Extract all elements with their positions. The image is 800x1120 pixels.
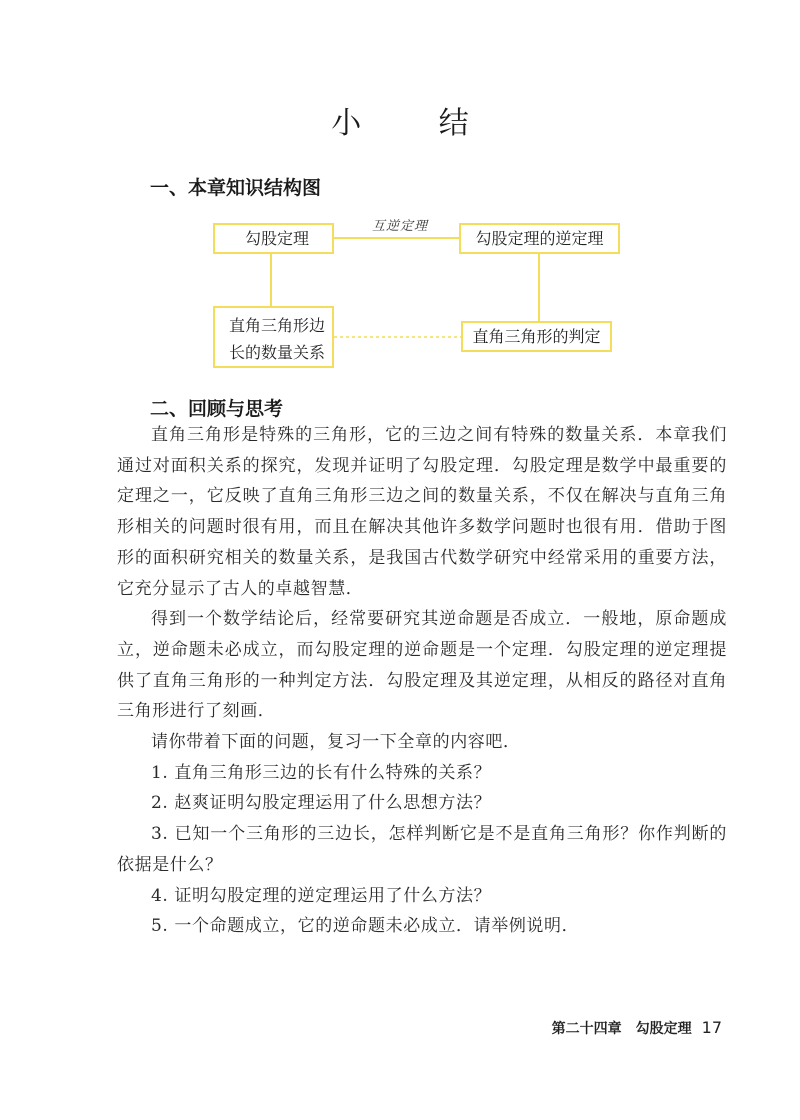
- diagram-connectors: [0, 0, 800, 400]
- node-side-length-relation: [213, 306, 334, 368]
- footer-chapter-title: 勾股定理: [635, 1021, 692, 1037]
- node-converse-theorem: 勾股定理的逆定理: [459, 223, 620, 254]
- question-item: 2. 赵爽证明勾股定理运用了什么思想方法？: [151, 793, 492, 814]
- node-side-length-relation-line2: 长的数量关系: [229, 343, 326, 362]
- question-item: 5. 一个命题成立，它的逆命题未必成立．请举例说明．: [151, 916, 580, 937]
- section-heading-review: 二、回顾与思考: [150, 398, 284, 420]
- knowledge-structure-diagram: [0, 0, 800, 400]
- node-side-length-relation-line1: 直角三角形边: [229, 316, 326, 335]
- section-heading-knowledge-structure: 一、本章知识结构图: [150, 177, 322, 199]
- question-item: 3. 已知一个三角形的三边长，怎样判断它是不是直角三角形？你作判断的依据是什么？: [117, 824, 727, 875]
- paragraph: 请你带着下面的问题，复习一下全章的内容吧．: [151, 732, 521, 753]
- question-item: 4. 证明勾股定理的逆定理运用了什么方法？: [151, 885, 492, 906]
- question-item: 1. 直角三角形三边的长有什么特殊的关系？: [151, 762, 492, 783]
- node-pythagorean-theorem: 勾股定理: [213, 223, 334, 254]
- page-title: 小 结: [331, 106, 503, 141]
- paragraph: 得到一个数学结论后，经常要研究其逆命题是否成立．一般地，原命题成立，逆命题未必成立，而勾股定理的逆命题是一个定理．勾股定理的逆定理提供了直角三角形的一种判定方法．勾股定理及其逆定理，从相反的路径对直角三角形进行了刻画．: [117, 609, 727, 722]
- page-number: 17: [701, 1018, 722, 1037]
- page-footer: [552, 1018, 722, 1038]
- paragraph: 直角三角形是特殊的三角形，它的三边之间有特殊的数量关系．本章我们通过对面积关系的探究，发现并证明了勾股定理．勾股定理是数学中最重要的定理之一，它反映了直角三角形三边之间的数量关系，不仅在解决与直角三角形相关的问题时很有用，而且在解决其他许多数学问题时也很有用．借助于图形的面积研究相关的数量关系，是我国古代数学研究中经常采用的重要方法，它充分显示了古人的卓越智慧．: [117, 425, 727, 599]
- link-label-mutual-converse: 互逆定理: [372, 219, 429, 234]
- node-right-triangle-criterion: 直角三角形的判定: [461, 321, 612, 352]
- review-body: [117, 420, 727, 942]
- footer-chapter: 第二十四章: [551, 1021, 622, 1037]
